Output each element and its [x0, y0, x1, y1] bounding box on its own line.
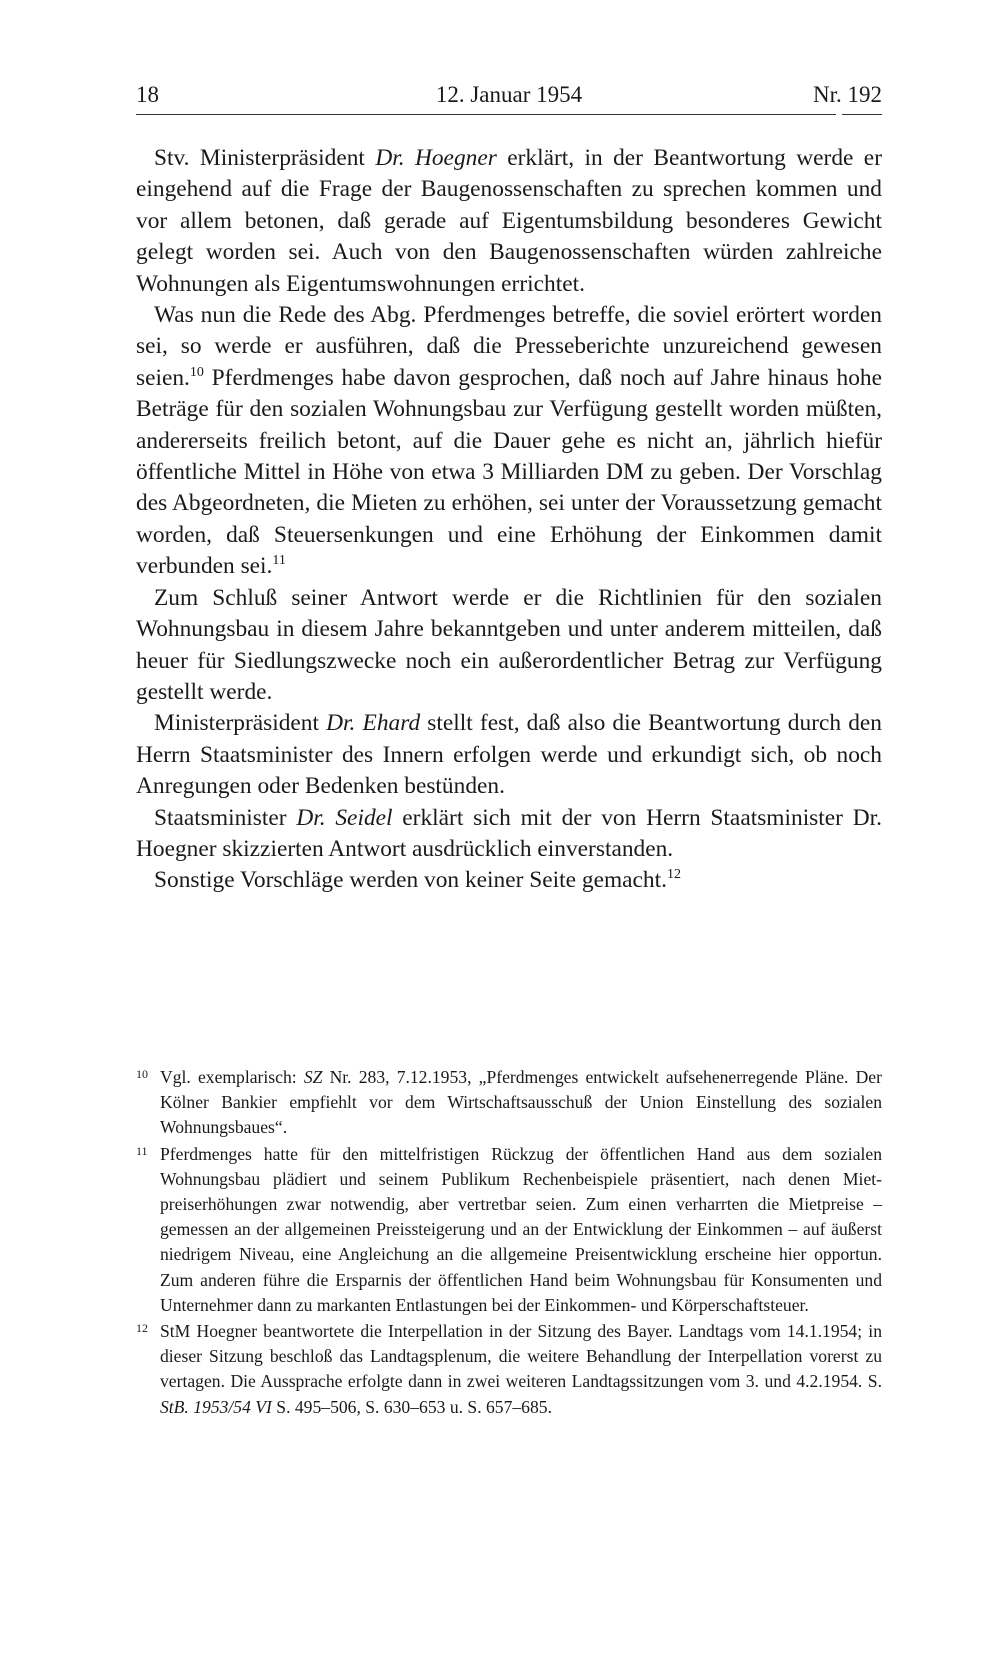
header-rule-right — [842, 114, 882, 115]
footnote-text: Vgl. exemplarisch: — [160, 1067, 304, 1087]
paragraph-hoegner — [136, 143, 882, 300]
paragraph-closing — [136, 865, 882, 896]
page-number: 18 — [136, 82, 159, 107]
footnote-text: StM Hoegner beantwortete die Interpellation in der Sitzung des Bayer. Landtags vom 14.1.1954; in dieser Sitzung beschloß das Landtagsplenum, die weitere Behandlung der Interpellation vorerst zu vertagen. Die Aussprache erfolgte dann in zwei weiteren Landtagssitzungen vom 3. und 4.2.1954. S. — [160, 1321, 882, 1392]
paragraph-ehard — [136, 708, 882, 802]
p1-text-b: erklärt, in der Beantwortung werde er eingehend auf die Frage der Baugenossenschaften zu sprechen kommen und vor allem betonen, daß gerade auf Eigentumsbildung besonderes Gewicht gelegt worden sei. Auch von den Baugenossenschaften würden zahlreiche Wohnungen als Eigentumswohnungen errichtet. — [136, 145, 882, 297]
footnote-number: 11 — [136, 1143, 148, 1158]
footnote-number: 10 — [136, 1067, 148, 1081]
document-number: Nr. 192 — [813, 82, 882, 107]
footnote-ref-10[interactable]: 10 — [189, 364, 204, 380]
footnote-text: Nr. 283, 7.12.1953, „Pferdmenges entwickelt aufsehenerregende Pläne. Der Kölner Bankier empfiehlt vor dem Wirtschaftsausschuß der Union Einstellung des sozialen Wohnungsbaues“. — [160, 1067, 882, 1138]
source-title: SZ — [303, 1067, 323, 1087]
p5-text-a: Staatsminister — [154, 804, 297, 831]
footnote-text: S. 495–506, S. 630–653 u. S. 657–685. — [271, 1396, 552, 1417]
p2-text-a: Was nun die Rede des Abg. Pferdmenges betreffe, die soviel erörtert worden sei, so werde er ausführen, daß die Presseberichte unzureichend gewesen seien. — [136, 302, 882, 391]
p4-text-b: stellt fest, daß also die Beantwortung durch den Herrn Staatsminister des Innern erfolgen werde und erkundigt sich, ob noch Anregungen oder Bedenken bestünden. — [136, 710, 882, 800]
footnote-ref-11[interactable]: 11 — [272, 553, 286, 569]
footnotes — [136, 1065, 882, 1421]
footnote-text: Pferdmenges hatte für den mittelfristigen Rückzug der öffentlichen Hand aus dem sozialen Wohnungsbau plädiert und seinem Publikum Rechenbeispiele präsentiert, nach denen Mietpreiserhöhungen zwar notwendig, aber vertretbar seien. Zum einen verharrten die Mietpreise – gemessen an der allgemeinen Preissteigerung und an der Entwicklung der Einkommen – auf äußerst niedrigem Niveau, eine Angleichung an die allgemeine Preisentwicklung erscheine hier opportun. Zum anderen führe die Ersparnis der öffentlichen Hand beim Wohnungsbau für Konsumenten und Unternehmer dann zu markanten Entlastungen bei der Einkommen- und Körperschaftsteuer. — [160, 1143, 882, 1315]
paragraph-seidel — [136, 803, 882, 866]
footnote-ref-12[interactable]: 12 — [666, 867, 681, 883]
source-title: StB. 1953/54 VI — [160, 1396, 272, 1417]
footnote-number: 12 — [136, 1321, 148, 1336]
p6-text: Sonstige Vorschläge werden von keiner Seite gemacht. — [154, 867, 667, 894]
p2-text-b: Pferdmenges habe davon gesprochen, daß noch auf Jahre hinaus hohe Beträge für den sozialen Wohnungsbau zur Verfügung gestellt worden müßten, andererseits freilich betont, auf die Dauer gehe es nicht an, jährlich hiefür öffentliche Mittel in Höhe von etwa 3 Milliarden DM zu geben. Der Vorschlag des Abgeordneten, die Mieten zu erhöhen, sei unter der Voraussetzung gemacht worden, daß Steuersenkungen und eine Erhöhung der Einkommen damit verbunden sei. — [136, 364, 882, 580]
speaker-name: Dr. Seidel — [296, 804, 393, 831]
p4-text-a: Ministerpräsident — [154, 710, 327, 737]
header-date: 12. Januar 1954 — [435, 82, 583, 107]
main-text — [136, 143, 882, 897]
paragraph-richtlinien: Zum Schluß seiner Antwort werde er die Richtlinien für den sozialen Wohnungsbau in diesem Jahre bekanntgeben und unter anderem mitteilen, daß heuer für Siedlungszwecke noch ein außerordentlicher Betrag zur Verfügung gestellt werde. — [136, 584, 882, 705]
footnote-12 — [136, 1319, 882, 1420]
header-rule-left — [136, 114, 836, 115]
footnote-10 — [136, 1065, 882, 1141]
p1-text-a: Stv. Ministerpräsident — [154, 145, 376, 171]
speaker-name: Dr. Hoegner — [375, 145, 497, 171]
footnote-11 — [136, 1142, 882, 1318]
speaker-name: Dr. Ehard — [326, 710, 421, 737]
running-header — [136, 80, 882, 116]
p5-text-b: erklärt sich mit der von Herrn Staatsminister Dr. Hoegner skizzierten Antwort ausdrücklich einverstanden. — [136, 804, 882, 862]
paragraph-pferdmenges — [136, 300, 882, 583]
